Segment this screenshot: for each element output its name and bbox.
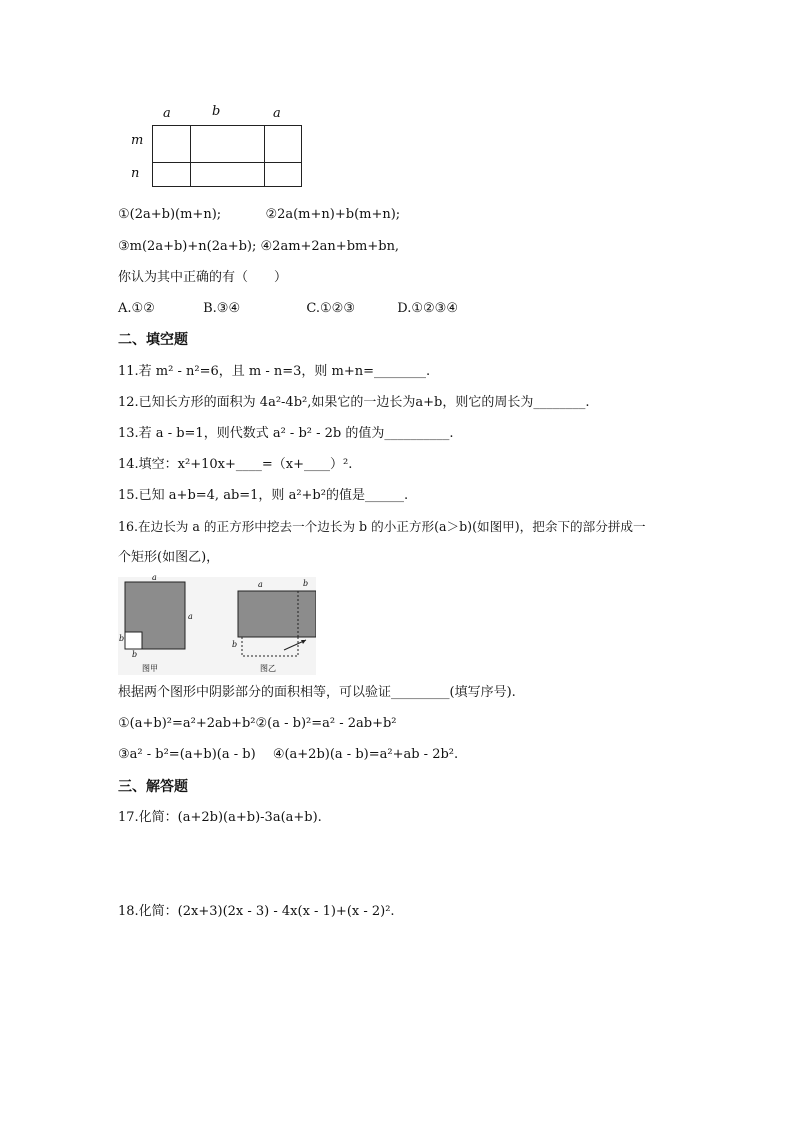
q15: 15.已知 a+b=4, ab=1，则 a²+b²的值是______. <box>118 488 409 503</box>
fig-b-dashed-piece <box>242 637 298 656</box>
q10-expr-line2: ③m(2a+b)+n(2a+b); ④2am+2an+bm+bn, <box>118 239 400 254</box>
q11: 11.若 m² - n²=6，且 m - n=3，则 m+n=________. <box>118 364 431 379</box>
fig-b-shaded-rect <box>238 591 316 637</box>
section-title: 三、解答题 <box>118 779 188 795</box>
fig-b-label-a: a <box>258 580 263 589</box>
q13: 13.若 a - b=1，则代数式 a² - b² - 2b 的值为__________. <box>118 426 454 441</box>
q10-expr-line1 <box>118 206 400 224</box>
q16-options-1: ①(a+b)²=a²+2ab+b²②(a - b)²=a² - 2ab+b² <box>118 716 397 731</box>
section-title: 二、填空题 <box>118 332 188 348</box>
q10-expr-2: ②2a(m+n)+b(m+n); <box>265 207 401 222</box>
choice-a: A.①② <box>118 301 155 316</box>
q12: 12.已知长方形的面积为 4a²-4b²,如果它的一边长为a+b，则它的周长为________. <box>118 395 590 410</box>
fig-a-label-right: a <box>188 612 193 621</box>
q16-figure <box>118 573 316 675</box>
q16-verify: 根据两个图形中阴影部分的面积相等，可以验证_________(填写序号). <box>118 685 516 700</box>
q18: 18.化简：(2x+3)(2x - 3) - 4x(x - 1)+(x - 2)². <box>118 904 395 919</box>
q16-line2: 个矩形(如图乙)， <box>118 550 220 565</box>
q10-expr-1: ①(2a+b)(m+n); <box>118 207 222 222</box>
q14: 14.填空：x²+10x+____=（x+____）². <box>118 457 353 472</box>
fig-a-label-b-bottom: b <box>132 650 138 659</box>
grid-divider <box>190 126 191 186</box>
q17: 17.化简：(a+2b)(a+b)-3a(a+b). <box>118 810 322 825</box>
col-label-a1: a <box>163 106 171 121</box>
rectangle-grid <box>152 125 302 187</box>
row-label-n: n <box>131 166 140 181</box>
square-figures-svg <box>118 577 316 675</box>
q16-line1: 16.在边长为 a 的正方形中挖去一个边长为 b 的小正方形(a＞b)(如图甲)，把余下的部分拼成一 <box>118 519 646 534</box>
q10-question: 你认为其中正确的有（ ） <box>118 270 288 285</box>
grid-divider <box>264 126 265 186</box>
row-label-m: m <box>131 133 144 148</box>
choice-b: B.③④ <box>203 301 241 316</box>
col-label-a2: a <box>273 106 281 121</box>
fig-a-label-top: a <box>152 573 157 582</box>
col-label-b: b <box>212 104 221 119</box>
fig-b-caption: 图乙 <box>260 664 276 673</box>
fig-b-label-b-left: b <box>232 640 238 649</box>
q16-options-2: ③a² - b²=(a+b)(a - b) ④(a+2b)(a - b)=a²+ab - 2b². <box>118 747 459 762</box>
grid-divider <box>153 162 301 163</box>
choice-d: D.①②③④ <box>397 301 458 316</box>
fig-a-removed-square <box>125 632 142 649</box>
choice-c: C.①②③ <box>306 301 355 316</box>
fig-a-label-b-left: b <box>119 634 125 643</box>
q10-choices <box>118 300 458 318</box>
fig-b-label-b: b <box>303 579 309 588</box>
fig-a-caption: 图甲 <box>142 664 158 673</box>
